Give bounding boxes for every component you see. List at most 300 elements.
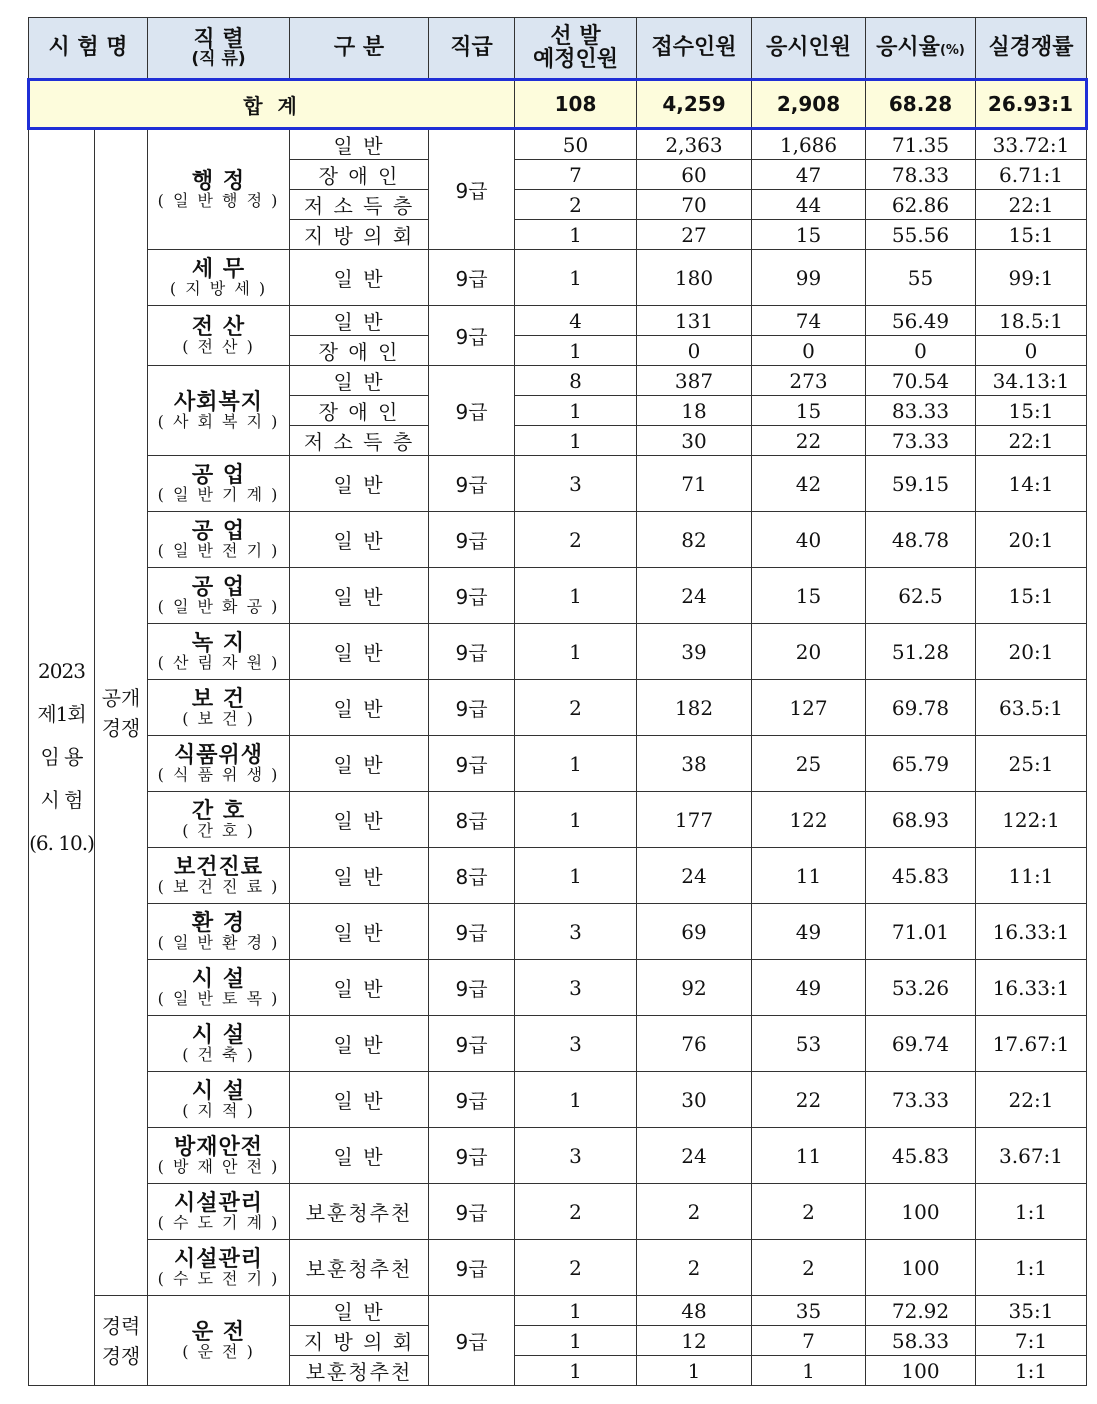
division-cell: 일 반 bbox=[290, 1128, 429, 1184]
series-cell bbox=[148, 624, 290, 680]
table-row bbox=[29, 848, 1087, 904]
division-cell: 일 반 bbox=[290, 1072, 429, 1128]
attended-cell: 15 bbox=[752, 396, 866, 426]
applied-cell: 30 bbox=[637, 426, 752, 456]
table-row bbox=[29, 129, 1087, 160]
planned-cell: 1 bbox=[515, 396, 637, 426]
series-sub: ( 일 반 전 기 ) bbox=[157, 540, 280, 560]
applied-cell: 131 bbox=[637, 306, 752, 336]
division-cell: 일 반 bbox=[290, 1296, 429, 1326]
applied-cell: 92 bbox=[637, 960, 752, 1016]
series-sub: ( 식 품 위 생 ) bbox=[157, 764, 280, 784]
applied-cell: 27 bbox=[637, 220, 752, 250]
grade-cell: 9급 bbox=[429, 1240, 515, 1296]
rate-cell: 65.79 bbox=[866, 736, 976, 792]
applied-cell: 69 bbox=[637, 904, 752, 960]
competition-cell: 35:1 bbox=[976, 1296, 1087, 1326]
planned-cell: 2 bbox=[515, 1240, 637, 1296]
series-sub: ( 수 도 전 기 ) bbox=[157, 1268, 280, 1288]
attended-cell: 25 bbox=[752, 736, 866, 792]
rate-cell: 69.74 bbox=[866, 1016, 976, 1072]
grade-cell: 9급 bbox=[429, 1128, 515, 1184]
division-cell: 일 반 bbox=[290, 129, 429, 160]
series-name: 공 업 bbox=[191, 574, 246, 600]
competition-cell: 22:1 bbox=[976, 426, 1087, 456]
series-cell bbox=[148, 960, 290, 1016]
planned-cell: 1 bbox=[515, 848, 637, 904]
division-cell: 일 반 bbox=[290, 624, 429, 680]
planned-cell: 1 bbox=[515, 568, 637, 624]
series-sub: ( 지 방 세 ) bbox=[169, 278, 268, 298]
table-row bbox=[29, 512, 1087, 568]
exam-name-line: (6. 10.) bbox=[29, 831, 94, 855]
exam-name-line: 제1회 bbox=[37, 702, 86, 726]
total-rate: 68.28 bbox=[866, 80, 976, 129]
series-name: 행 정 bbox=[191, 168, 246, 194]
series-name: 세 무 bbox=[191, 256, 246, 282]
planned-cell: 1 bbox=[515, 792, 637, 848]
competition-cell: 3.67:1 bbox=[976, 1128, 1087, 1184]
table-row bbox=[29, 1072, 1087, 1128]
division-cell: 일 반 bbox=[290, 568, 429, 624]
applied-cell: 39 bbox=[637, 624, 752, 680]
planned-cell: 1 bbox=[515, 1326, 637, 1356]
rate-cell: 55.56 bbox=[866, 220, 976, 250]
header-grade: 직급 bbox=[429, 18, 515, 80]
rate-cell: 71.35 bbox=[866, 129, 976, 160]
exam-name-line: 2023 bbox=[38, 659, 85, 683]
series-name: 시설관리 bbox=[174, 1190, 264, 1216]
header-attended: 응시인원 bbox=[752, 18, 866, 80]
series-name: 공 업 bbox=[191, 518, 246, 544]
grade-cell: 9급 bbox=[429, 129, 515, 250]
attended-cell: 49 bbox=[752, 904, 866, 960]
header-series bbox=[148, 18, 290, 80]
series-sub: ( 사 회 복 지 ) bbox=[157, 411, 280, 431]
competition-cell: 6.71:1 bbox=[976, 160, 1087, 190]
competition-cell: 20:1 bbox=[976, 624, 1087, 680]
applied-cell: 18 bbox=[637, 396, 752, 426]
applied-cell: 2 bbox=[637, 1240, 752, 1296]
rate-cell: 73.33 bbox=[866, 426, 976, 456]
header-row bbox=[29, 18, 1087, 80]
division-cell: 보훈청추천 bbox=[290, 1356, 429, 1386]
series-cell bbox=[148, 736, 290, 792]
series-sub: ( 일 반 환 경 ) bbox=[157, 932, 280, 952]
planned-cell: 4 bbox=[515, 306, 637, 336]
rate-cell: 45.83 bbox=[866, 848, 976, 904]
grade-cell: 9급 bbox=[429, 456, 515, 512]
division-cell: 일 반 bbox=[290, 456, 429, 512]
applied-cell: 38 bbox=[637, 736, 752, 792]
header-rate-label: 응시율 bbox=[876, 35, 940, 61]
applied-cell: 2 bbox=[637, 1184, 752, 1240]
applied-cell: 76 bbox=[637, 1016, 752, 1072]
division-cell: 일 반 bbox=[290, 250, 429, 306]
competition-cell: 122:1 bbox=[976, 792, 1087, 848]
competition-cell: 22:1 bbox=[976, 190, 1087, 220]
rate-cell: 83.33 bbox=[866, 396, 976, 426]
attended-cell: 2 bbox=[752, 1184, 866, 1240]
series-name: 환 경 bbox=[191, 910, 246, 936]
attended-cell: 35 bbox=[752, 1296, 866, 1326]
table-row bbox=[29, 1240, 1087, 1296]
category-open-line2: 경쟁 bbox=[101, 715, 141, 740]
division-cell: 지 방 의 회 bbox=[290, 220, 429, 250]
grade-cell: 9급 bbox=[429, 736, 515, 792]
competition-cell: 15:1 bbox=[976, 396, 1087, 426]
rate-cell: 45.83 bbox=[866, 1128, 976, 1184]
planned-cell: 1 bbox=[515, 220, 637, 250]
attended-cell: 44 bbox=[752, 190, 866, 220]
rate-cell: 73.33 bbox=[866, 1072, 976, 1128]
competition-cell: 63.5:1 bbox=[976, 680, 1087, 736]
rate-cell: 53.26 bbox=[866, 960, 976, 1016]
series-name: 간 호 bbox=[191, 798, 246, 824]
series-cell bbox=[148, 1240, 290, 1296]
competition-cell: 1:1 bbox=[976, 1184, 1087, 1240]
header-applied: 접수인원 bbox=[637, 18, 752, 80]
series-sub: ( 건 축 ) bbox=[182, 1044, 255, 1064]
table-row bbox=[29, 568, 1087, 624]
rate-cell: 62.5 bbox=[866, 568, 976, 624]
total-label: 합 계 bbox=[29, 80, 515, 129]
grade-cell: 9급 bbox=[429, 250, 515, 306]
competition-cell: 14:1 bbox=[976, 456, 1087, 512]
recruitment-results-table bbox=[27, 17, 1088, 1386]
grade-cell: 9급 bbox=[429, 1296, 515, 1386]
attended-cell: 22 bbox=[752, 426, 866, 456]
series-name: 시 설 bbox=[191, 1078, 246, 1104]
grade-cell: 9급 bbox=[429, 366, 515, 456]
division-cell: 장 애 인 bbox=[290, 396, 429, 426]
table-row bbox=[29, 736, 1087, 792]
competition-cell: 15:1 bbox=[976, 220, 1087, 250]
rate-cell: 100 bbox=[866, 1240, 976, 1296]
series-sub: ( 전 산 ) bbox=[182, 336, 255, 356]
planned-cell: 1 bbox=[515, 1072, 637, 1128]
planned-cell: 1 bbox=[515, 1296, 637, 1326]
grade-cell: 9급 bbox=[429, 306, 515, 366]
total-planned: 108 bbox=[515, 80, 637, 129]
table-row bbox=[29, 1128, 1087, 1184]
attended-cell: 1,686 bbox=[752, 129, 866, 160]
series-sub: ( 수 도 기 계 ) bbox=[157, 1212, 280, 1232]
division-cell: 일 반 bbox=[290, 306, 429, 336]
division-cell: 일 반 bbox=[290, 680, 429, 736]
attended-cell: 15 bbox=[752, 568, 866, 624]
attended-cell: 20 bbox=[752, 624, 866, 680]
series-name: 전 산 bbox=[191, 314, 246, 340]
competition-cell: 7:1 bbox=[976, 1326, 1087, 1356]
planned-cell: 8 bbox=[515, 366, 637, 396]
division-cell: 지 방 의 회 bbox=[290, 1326, 429, 1356]
planned-cell: 1 bbox=[515, 336, 637, 366]
division-cell: 일 반 bbox=[290, 848, 429, 904]
table-row bbox=[29, 960, 1087, 1016]
planned-cell: 3 bbox=[515, 960, 637, 1016]
competition-cell: 17.67:1 bbox=[976, 1016, 1087, 1072]
category-career bbox=[95, 1296, 148, 1386]
division-cell: 일 반 bbox=[290, 1016, 429, 1072]
series-cell bbox=[148, 1128, 290, 1184]
table-row bbox=[29, 1184, 1087, 1240]
table-row bbox=[29, 624, 1087, 680]
series-name: 녹 지 bbox=[191, 630, 246, 656]
series-sub: ( 간 호 ) bbox=[182, 820, 255, 840]
grade-cell: 9급 bbox=[429, 1072, 515, 1128]
competition-cell: 1:1 bbox=[976, 1240, 1087, 1296]
table-row bbox=[29, 306, 1087, 336]
rate-cell: 100 bbox=[866, 1184, 976, 1240]
applied-cell: 177 bbox=[637, 792, 752, 848]
series-sub: ( 운 전 ) bbox=[182, 1341, 255, 1361]
series-sub: ( 일 반 토 목 ) bbox=[157, 988, 280, 1008]
attended-cell: 7 bbox=[752, 1326, 866, 1356]
series-name: 보건진료 bbox=[174, 854, 264, 880]
applied-cell: 71 bbox=[637, 456, 752, 512]
division-cell: 일 반 bbox=[290, 792, 429, 848]
planned-cell: 1 bbox=[515, 250, 637, 306]
header-rate-unit: (%) bbox=[939, 43, 965, 59]
planned-cell: 3 bbox=[515, 456, 637, 512]
series-cell bbox=[148, 250, 290, 306]
competition-cell: 22:1 bbox=[976, 1072, 1087, 1128]
attended-cell: 11 bbox=[752, 848, 866, 904]
series-name: 운 전 bbox=[191, 1319, 246, 1345]
table-row bbox=[29, 792, 1087, 848]
planned-cell: 1 bbox=[515, 736, 637, 792]
planned-cell: 2 bbox=[515, 512, 637, 568]
grade-cell: 9급 bbox=[429, 904, 515, 960]
header-planned bbox=[515, 18, 637, 80]
exam-name-line: 임 용 bbox=[40, 745, 83, 769]
rate-cell: 58.33 bbox=[866, 1326, 976, 1356]
attended-cell: 40 bbox=[752, 512, 866, 568]
grade-cell: 9급 bbox=[429, 568, 515, 624]
competition-cell: 25:1 bbox=[976, 736, 1087, 792]
series-cell bbox=[148, 792, 290, 848]
competition-cell: 0 bbox=[976, 336, 1087, 366]
total-applied: 4,259 bbox=[637, 80, 752, 129]
attended-cell: 47 bbox=[752, 160, 866, 190]
planned-cell: 3 bbox=[515, 904, 637, 960]
rate-cell: 55 bbox=[866, 250, 976, 306]
header-planned-label: 선 발 bbox=[550, 23, 601, 49]
applied-cell: 48 bbox=[637, 1296, 752, 1326]
rate-cell: 68.93 bbox=[866, 792, 976, 848]
competition-cell: 1:1 bbox=[976, 1356, 1087, 1386]
competition-cell: 18.5:1 bbox=[976, 306, 1087, 336]
rate-cell: 100 bbox=[866, 1356, 976, 1386]
grade-cell: 9급 bbox=[429, 1184, 515, 1240]
applied-cell: 12 bbox=[637, 1326, 752, 1356]
series-cell bbox=[148, 1184, 290, 1240]
category-open bbox=[95, 129, 148, 1296]
rate-cell: 59.15 bbox=[866, 456, 976, 512]
series-name: 시 설 bbox=[191, 1022, 246, 1048]
series-sub: ( 산 림 자 원 ) bbox=[157, 652, 280, 672]
division-cell: 장 애 인 bbox=[290, 336, 429, 366]
header-rate bbox=[866, 18, 976, 80]
series-sub: ( 지 적 ) bbox=[182, 1100, 255, 1120]
planned-cell: 2 bbox=[515, 190, 637, 220]
competition-cell: 16.33:1 bbox=[976, 960, 1087, 1016]
attended-cell: 2 bbox=[752, 1240, 866, 1296]
rate-cell: 71.01 bbox=[866, 904, 976, 960]
attended-cell: 99 bbox=[752, 250, 866, 306]
category-open-line1: 공개 bbox=[101, 685, 141, 710]
attended-cell: 0 bbox=[752, 336, 866, 366]
series-cell bbox=[148, 1072, 290, 1128]
planned-cell: 1 bbox=[515, 624, 637, 680]
header-competition: 실경쟁률 bbox=[976, 18, 1087, 80]
division-cell: 일 반 bbox=[290, 904, 429, 960]
planned-cell: 50 bbox=[515, 129, 637, 160]
series-cell bbox=[148, 366, 290, 456]
table-row bbox=[29, 456, 1087, 512]
series-name: 보 건 bbox=[191, 686, 246, 712]
rate-cell: 70.54 bbox=[866, 366, 976, 396]
category-career-line2: 경쟁 bbox=[101, 1343, 141, 1368]
competition-cell: 33.72:1 bbox=[976, 129, 1087, 160]
grade-cell: 9급 bbox=[429, 624, 515, 680]
rate-cell: 62.86 bbox=[866, 190, 976, 220]
series-cell bbox=[148, 904, 290, 960]
applied-cell: 387 bbox=[637, 366, 752, 396]
table-row bbox=[29, 366, 1087, 396]
series-cell bbox=[148, 1296, 290, 1386]
total-competition: 26.93:1 bbox=[976, 80, 1087, 129]
applied-cell: 24 bbox=[637, 848, 752, 904]
series-cell bbox=[148, 1016, 290, 1072]
series-sub: ( 보 건 ) bbox=[182, 708, 255, 728]
applied-cell: 82 bbox=[637, 512, 752, 568]
grade-cell: 8급 bbox=[429, 848, 515, 904]
applied-cell: 182 bbox=[637, 680, 752, 736]
division-cell: 보훈청추천 bbox=[290, 1240, 429, 1296]
attended-cell: 53 bbox=[752, 1016, 866, 1072]
competition-cell: 34.13:1 bbox=[976, 366, 1087, 396]
series-name: 사회복지 bbox=[174, 389, 264, 415]
grade-cell: 8급 bbox=[429, 792, 515, 848]
division-cell: 일 반 bbox=[290, 366, 429, 396]
header-division: 구 분 bbox=[290, 18, 429, 80]
division-cell: 저 소 득 층 bbox=[290, 190, 429, 220]
competition-cell: 99:1 bbox=[976, 250, 1087, 306]
series-cell bbox=[148, 568, 290, 624]
applied-cell: 70 bbox=[637, 190, 752, 220]
series-cell bbox=[148, 129, 290, 250]
attended-cell: 1 bbox=[752, 1356, 866, 1386]
attended-cell: 15 bbox=[752, 220, 866, 250]
attended-cell: 22 bbox=[752, 1072, 866, 1128]
division-cell: 일 반 bbox=[290, 960, 429, 1016]
series-name: 방재안전 bbox=[174, 1134, 264, 1160]
series-sub: ( 보 건 진 료 ) bbox=[157, 876, 280, 896]
division-cell: 일 반 bbox=[290, 512, 429, 568]
applied-cell: 0 bbox=[637, 336, 752, 366]
header-exam-name: 시 험 명 bbox=[29, 18, 148, 80]
table-row bbox=[29, 904, 1087, 960]
competition-cell: 15:1 bbox=[976, 568, 1087, 624]
table-row bbox=[29, 680, 1087, 736]
grade-cell: 9급 bbox=[429, 960, 515, 1016]
table-row bbox=[29, 1296, 1087, 1326]
applied-cell: 30 bbox=[637, 1072, 752, 1128]
series-sub: ( 일 반 화 공 ) bbox=[157, 596, 280, 616]
rate-cell: 0 bbox=[866, 336, 976, 366]
grade-cell: 9급 bbox=[429, 512, 515, 568]
series-cell bbox=[148, 848, 290, 904]
competition-cell: 11:1 bbox=[976, 848, 1087, 904]
attended-cell: 122 bbox=[752, 792, 866, 848]
division-cell: 장 애 인 bbox=[290, 160, 429, 190]
rate-cell: 48.78 bbox=[866, 512, 976, 568]
total-attended: 2,908 bbox=[752, 80, 866, 129]
applied-cell: 1 bbox=[637, 1356, 752, 1386]
series-cell bbox=[148, 512, 290, 568]
attended-cell: 74 bbox=[752, 306, 866, 336]
attended-cell: 127 bbox=[752, 680, 866, 736]
grade-cell: 9급 bbox=[429, 680, 515, 736]
header-series-label: 직 렬 bbox=[193, 26, 244, 52]
series-cell bbox=[148, 306, 290, 366]
header-planned-sub: 예정인원 bbox=[533, 47, 619, 72]
planned-cell: 1 bbox=[515, 1356, 637, 1386]
applied-cell: 24 bbox=[637, 568, 752, 624]
planned-cell: 7 bbox=[515, 160, 637, 190]
attended-cell: 49 bbox=[752, 960, 866, 1016]
applied-cell: 180 bbox=[637, 250, 752, 306]
total-row bbox=[29, 80, 1087, 129]
series-cell bbox=[148, 456, 290, 512]
division-cell: 일 반 bbox=[290, 736, 429, 792]
planned-cell: 2 bbox=[515, 1184, 637, 1240]
exam-name-cell bbox=[29, 129, 95, 1386]
planned-cell: 3 bbox=[515, 1016, 637, 1072]
table-row bbox=[29, 250, 1087, 306]
rate-cell: 51.28 bbox=[866, 624, 976, 680]
attended-cell: 273 bbox=[752, 366, 866, 396]
applied-cell: 60 bbox=[637, 160, 752, 190]
series-name: 시설관리 bbox=[174, 1246, 264, 1272]
applied-cell: 24 bbox=[637, 1128, 752, 1184]
planned-cell: 1 bbox=[515, 426, 637, 456]
division-cell: 저 소 득 층 bbox=[290, 426, 429, 456]
planned-cell: 3 bbox=[515, 1128, 637, 1184]
rate-cell: 69.78 bbox=[866, 680, 976, 736]
grade-cell: 9급 bbox=[429, 1016, 515, 1072]
series-sub: ( 일 반 기 계 ) bbox=[157, 484, 280, 504]
series-sub: ( 일 반 행 정 ) bbox=[157, 190, 280, 210]
rate-cell: 72.92 bbox=[866, 1296, 976, 1326]
series-name: 식품위생 bbox=[174, 742, 264, 768]
rate-cell: 56.49 bbox=[866, 306, 976, 336]
applied-cell: 2,363 bbox=[637, 129, 752, 160]
division-cell: 보훈청추천 bbox=[290, 1184, 429, 1240]
series-name: 시 설 bbox=[191, 966, 246, 992]
category-career-line1: 경력 bbox=[101, 1313, 141, 1338]
table-row bbox=[29, 1016, 1087, 1072]
exam-name-line: 시 험 bbox=[40, 788, 83, 812]
attended-cell: 42 bbox=[752, 456, 866, 512]
planned-cell: 2 bbox=[515, 680, 637, 736]
competition-cell: 16.33:1 bbox=[976, 904, 1087, 960]
series-sub: ( 방 재 안 전 ) bbox=[157, 1156, 280, 1176]
rate-cell: 78.33 bbox=[866, 160, 976, 190]
series-name: 공 업 bbox=[191, 462, 246, 488]
